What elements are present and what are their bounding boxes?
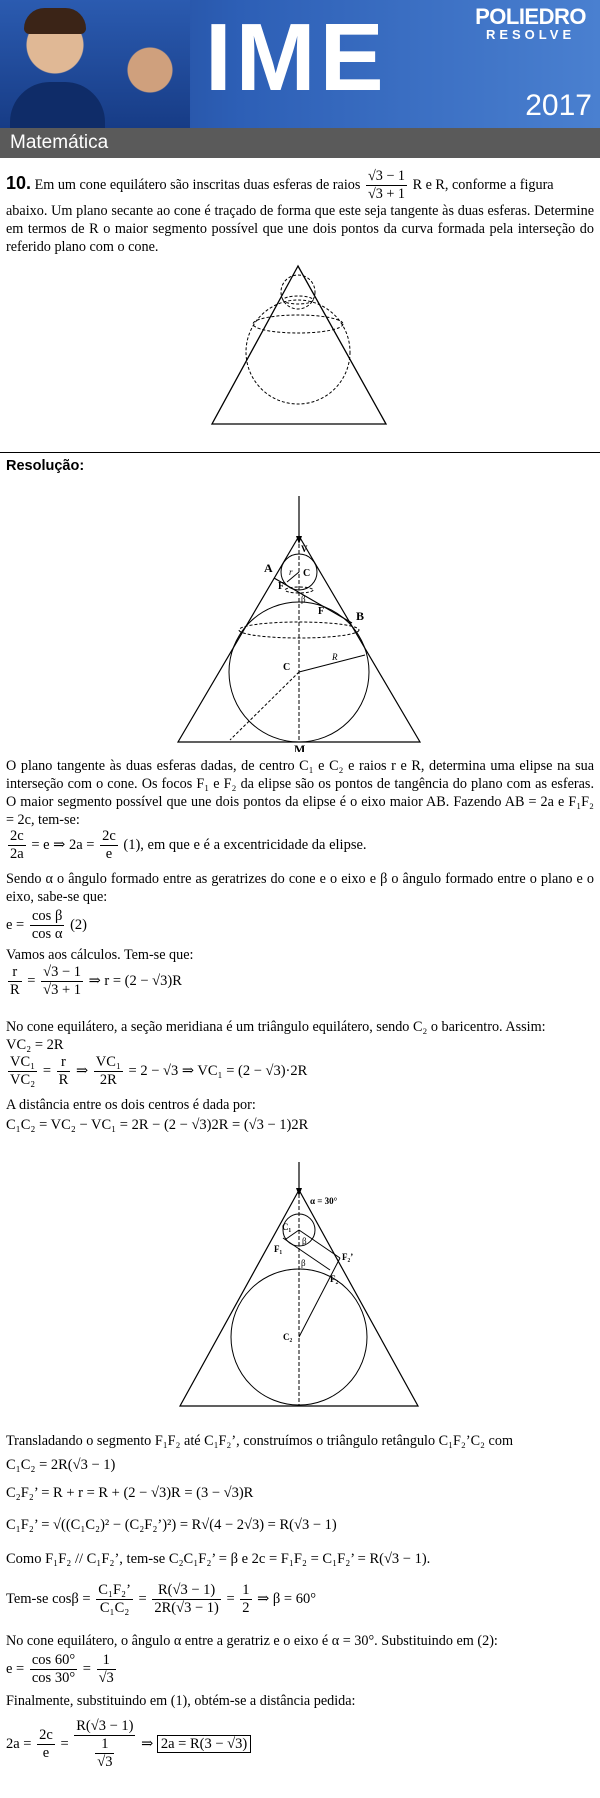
label-A: A (264, 561, 273, 575)
question-statement (6, 168, 594, 203)
resolution-paragraph-3: Vamos aos cálculos. Tem-se que: (6, 947, 194, 963)
exam-year: 2017 (525, 89, 592, 122)
label-R: R (332, 652, 338, 662)
equation-final: 2a = $\frac{2c}{e}$ = $\frac{R(√3 - 1)}{\frac{1}{√3}}$ ⇒ 2a = R(3 − √3) (6, 1718, 251, 1771)
subject-bar: Matemática (0, 128, 600, 158)
question-text-a: Em um cone equilátero são inscritas duas esferas de raios (34, 176, 361, 193)
label-F2p-fig3: F₂’ (342, 1252, 354, 1262)
equation-8: C₂F₂’ = R + r = R + (2 − √3)R = (3 − √3)R (6, 1485, 254, 1501)
question-number: 10. (6, 172, 32, 193)
label-B: B (356, 609, 365, 623)
label-F1-fig3: F₁ (274, 1244, 283, 1254)
equation-11: Tem-se cosβ = $\frac{\text{C₁F₂’}}{\text{C₁C₂}}$ = $\frac{R(√3 - 1)}{2R(√3 - 1)}$ = $\frac{1}{2}$ ⇒ β = 60° (6, 1582, 317, 1616)
label-C2: C (283, 662, 291, 673)
equation-11-b: ⇒ β = 60° (257, 1590, 317, 1607)
equation-1-tail: (1), em que e é a excentricidade da elipse. (123, 836, 367, 853)
exam-title: IME (205, 4, 388, 111)
figure-cone-spheres (200, 262, 400, 452)
equation-4: VC₂ = 2R (6, 1037, 64, 1053)
equation-2-tail: (2) (70, 916, 87, 933)
equation-3: $\frac{r}{R}$ = $\frac{√3 - 1}{√3 + 1}$ ⇒ r = (2 − √3)R (10, 964, 182, 998)
label-V: V (301, 544, 308, 554)
label-beta: β (301, 594, 306, 604)
section-divider (0, 452, 600, 453)
question-text-b: R e R, conforme a figura (412, 176, 554, 193)
radius-fraction (366, 168, 407, 203)
label-C1-fig3: C₁ (282, 1222, 292, 1232)
final-answer: 2a = R(3 − √3) (157, 1735, 251, 1753)
brand-name: POLIEDRO (475, 4, 586, 29)
resolution-paragraph-7: No cone equilátero, o ângulo α entre a geratriz e o eixo é α = 30°. Substituindo em (2): (6, 1633, 498, 1649)
figure-cross-section (170, 490, 430, 752)
equation-6: C₁C₂ = VC₂ − VC₁ = 2R − (2 − √3)2R = (√3 − 1)2R (6, 1117, 309, 1133)
equation-5: $\frac{\text{VC₁}}{\text{VC₂}}$ = $\frac{r}{R}$ ⇒ $\frac{\text{VC₁}}{2R}$ = 2 − √3 ⇒ VC₁ = (2 − √3)·2R (10, 1054, 308, 1088)
equation-3-tail: ⇒ r = (2 − √3)R (88, 972, 182, 989)
figure-translated-segment (170, 1160, 430, 1412)
photo-shirt (10, 82, 105, 128)
resolution-heading: Resolução: (6, 458, 85, 474)
label-F2-fig3: F₂ (330, 1274, 339, 1284)
equation-7: C₁C₂ = 2R(√3 − 1) (6, 1457, 116, 1473)
label-M: M (294, 742, 306, 752)
resolution-paragraph-8: Finalmente, substituindo em (1), obtém-se a distância pedida: (6, 1693, 356, 1709)
label-beta-fig3: β (302, 1236, 307, 1246)
equation-2: e = $\frac{\text{cos β}}{\text{cos α}}$ (2) (6, 908, 87, 942)
resolution-paragraph-2: Sendo α o ângulo formado entre as geratrizes do cone e o eixo e β o ângulo formado entre o plano e o eixo, sabe-se que: (6, 871, 594, 905)
equation-9: C₁F₂’ = √((C₁C₂)² − (C₂F₂’)²) = R√(4 − 2√3) = R(√3 − 1) (6, 1517, 337, 1533)
question-text-c: abaixo. Um plano secante ao cone é traçado de forma que este seja tangente às duas esferas. Determine em termos de R o maior segmento possível que une dois pontos da curva formada pela interseção do referido plano com o cone. (6, 203, 594, 255)
equation-10: Como F₁F₂ // C₁F₂’, tem-se C₂C₁F₂’ = β e 2c = F₁F₂ = C₁F₂’ = R(√3 − 1). (6, 1551, 431, 1567)
radius-numerator: √3 − 1 (367, 168, 406, 184)
students-photo (0, 0, 190, 128)
resolution-paragraph-4: No cone equilátero, a seção meridiana é um triângulo equilátero, sendo C₂ o baricentro. Assim: (6, 1019, 546, 1035)
brand-tagline: RESOLVE (485, 27, 576, 42)
equation-11-a: Tem-se cosβ = (6, 1590, 91, 1607)
equation-1: $\frac{2c}{2a}$ = e ⇒ 2a = $\frac{2c}{e}$ (1), em que e é a excentricidade da elipse. (10, 828, 367, 862)
label-F2: F (318, 606, 325, 617)
brand-logo (475, 6, 586, 42)
equation-5-tail: = 2 − √3 ⇒ VC₁ = (2 − √3)·2R (128, 1062, 308, 1079)
label-C2-fig3: C₂ (283, 1332, 293, 1342)
label-C1: C (303, 568, 311, 579)
header-banner (0, 0, 600, 128)
label-F1: F (278, 581, 285, 592)
resolution-paragraph-1: O plano tangente às duas esferas dadas, de centro C₁ e C₂ e raios r e R, determina uma elipse na sua interseção com o cone. Os focos F₁ e F₂ da elipse são os pontos de tangência do plano com as esferas. O maior segmento possível que une dois pontos da elipse é o eixo maior AB. Fazendo AB = 2a e F₁F₂ = 2c, tem-se: (6, 758, 594, 828)
resolution-paragraph-6: Transladando o segmento F₁F₂ até C₁F₂’, construímos o triângulo retângulo C₁F₂’C₂ com (6, 1433, 513, 1449)
label-beta-fig3b: β (301, 1258, 306, 1268)
equation-12: e = $\frac{\cos 60^\circ}{\cos 30^\circ}$ = $\frac{1}{√3}$ (6, 1652, 114, 1686)
label-r: r (289, 567, 293, 577)
label-alpha: α = 30° (310, 1196, 338, 1206)
radius-denominator: √3 + 1 (367, 186, 406, 202)
resolution-paragraph-5: A distância entre os dois centros é dada por: (6, 1097, 256, 1113)
photo-hair (24, 8, 86, 34)
